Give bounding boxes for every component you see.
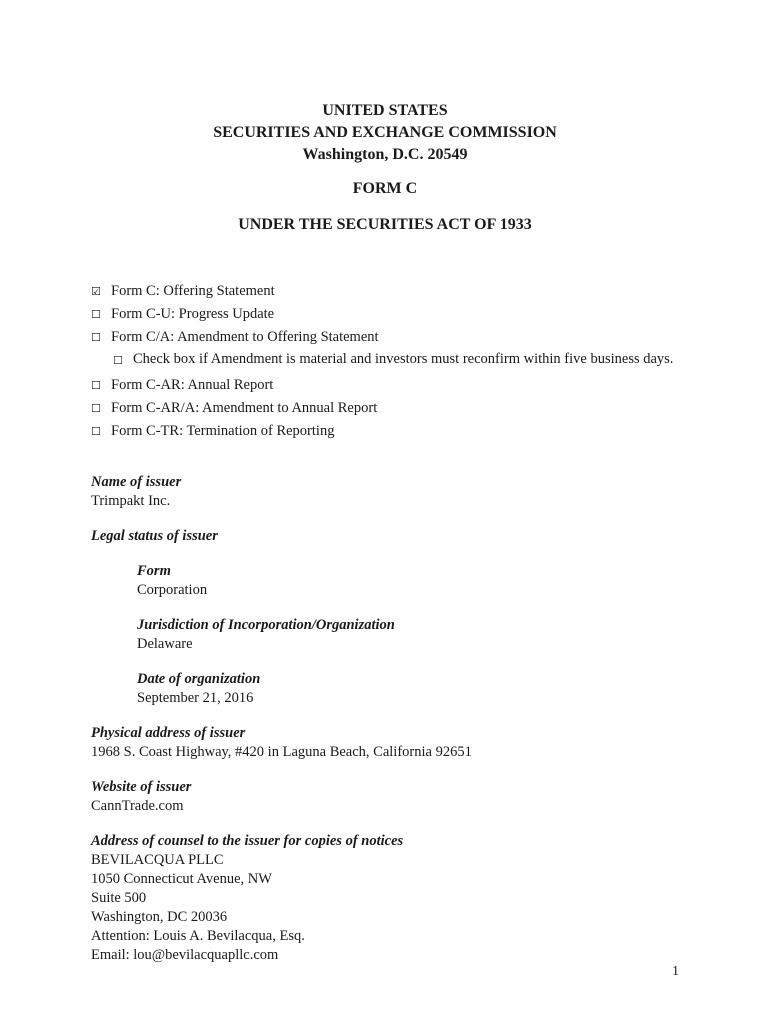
document-header — [0, 100, 770, 236]
checkbox-icon[interactable]: ☐ — [113, 354, 123, 367]
date-value: September 21, 2016 — [137, 690, 254, 706]
form-title: FORM C — [352, 180, 418, 197]
checkbox-icon[interactable]: ☐ — [91, 379, 101, 392]
issuer-name-label: Name of issuer — [91, 474, 182, 490]
counsel-street: 1050 Connecticut Avenue, NW — [91, 871, 272, 887]
act-title: UNDER THE SECURITIES ACT OF 1933 — [238, 216, 532, 233]
address-value: 1968 S. Coast Highway, #420 in Laguna Beach, California 92651 — [91, 744, 472, 760]
page-number: 1 — [672, 964, 679, 979]
checkbox-checked-icon[interactable]: ☑ — [91, 285, 101, 298]
counsel-section — [91, 832, 711, 965]
jurisdiction-section — [91, 616, 711, 654]
legal-status-section — [91, 527, 711, 546]
checkbox-label: Form C-AR/A: Amendment to Annual Report — [111, 400, 378, 416]
checkbox-label: Form C-U: Progress Update — [111, 306, 275, 322]
checkbox-icon[interactable]: ☐ — [91, 425, 101, 438]
checkbox-row-annual-report[interactable] — [91, 374, 691, 397]
checkbox-row-progress-update[interactable] — [91, 303, 691, 326]
jurisdiction-label: Jurisdiction of Incorporation/Organization — [137, 617, 395, 633]
checkbox-label: Form C/A: Amendment to Offering Statement — [111, 329, 379, 345]
checkbox-label: Form C-TR: Termination of Reporting — [111, 423, 335, 439]
checkbox-icon[interactable]: ☐ — [91, 331, 101, 344]
checkbox-row-material-amendment[interactable] — [91, 349, 691, 372]
checkbox-row-amendment[interactable] — [91, 326, 691, 349]
legal-status-label: Legal status of issuer — [91, 528, 218, 544]
counsel-label: Address of counsel to the issuer for copies of notices — [91, 833, 404, 849]
counsel-firm: BEVILACQUA PLLC — [91, 852, 224, 868]
address-label: Physical address of issuer — [91, 725, 246, 741]
issuer-information — [91, 473, 711, 981]
counsel-suite: Suite 500 — [91, 890, 147, 906]
form-section — [91, 562, 711, 600]
issuer-name-section — [91, 473, 711, 511]
date-label: Date of organization — [137, 671, 261, 687]
form-value: Corporation — [137, 582, 208, 598]
website-value: CannTrade.com — [91, 798, 184, 814]
date-section — [91, 670, 711, 708]
header-agency: SECURITIES AND EXCHANGE COMMISSION — [213, 124, 557, 141]
counsel-email: Email: lou@bevilacquapllc.com — [91, 947, 279, 963]
checkbox-label: Form C-AR: Annual Report — [111, 377, 274, 393]
checkbox-row-annual-report-amendment[interactable] — [91, 397, 691, 420]
form-label: Form — [137, 563, 171, 579]
issuer-name-value: Trimpakt Inc. — [91, 493, 171, 509]
counsel-city: Washington, DC 20036 — [91, 909, 228, 925]
checkbox-row-offering-statement[interactable] — [91, 280, 691, 303]
form-type-checklist — [91, 280, 691, 443]
checkbox-row-termination[interactable] — [91, 420, 691, 443]
jurisdiction-value: Delaware — [137, 636, 193, 652]
header-country: UNITED STATES — [322, 102, 448, 119]
address-section — [91, 724, 711, 762]
header-location: Washington, D.C. 20549 — [302, 146, 468, 163]
checkbox-icon[interactable]: ☐ — [91, 402, 101, 415]
website-section — [91, 778, 711, 816]
checkbox-icon[interactable]: ☐ — [91, 308, 101, 321]
checkbox-label: Form C: Offering Statement — [111, 283, 275, 299]
checkbox-label: Check box if Amendment is material and investors must reconfirm within five business days. — [133, 351, 674, 367]
counsel-attention: Attention: Louis A. Bevilacqua, Esq. — [91, 928, 305, 944]
website-label: Website of issuer — [91, 779, 192, 795]
